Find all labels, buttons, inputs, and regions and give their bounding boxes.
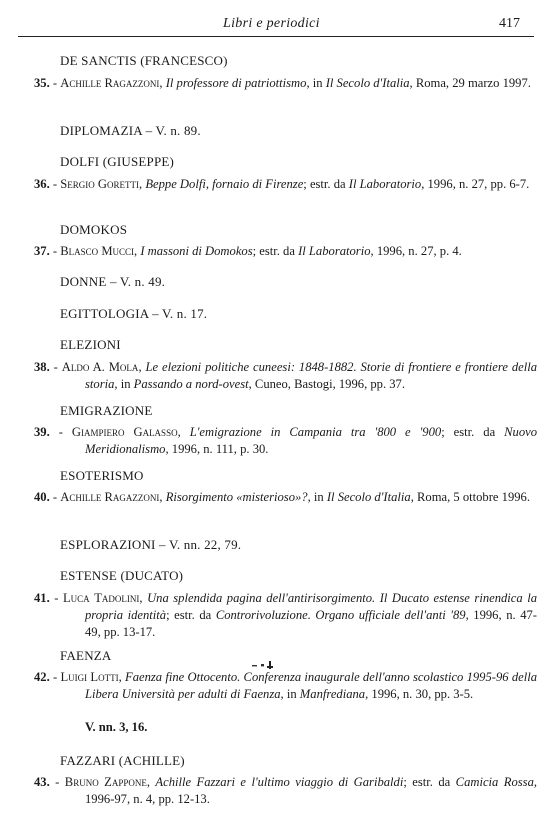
author-first: Luca xyxy=(62,591,90,605)
running-header xyxy=(18,14,534,37)
dash: – xyxy=(148,306,162,321)
in-label: ; estr. da xyxy=(166,608,216,622)
entry-title: Risorgimento «misterioso»? xyxy=(165,490,308,504)
entry-rest: , 1996, n. 30, pp. 3-5. xyxy=(365,687,474,701)
entry-title: Faenza fine Ottocento. Conferenza inaugurale dell'anno scolastico 1995-96 della Libera Università per adulti di Faenza xyxy=(85,670,537,701)
separator: - xyxy=(49,76,61,90)
separator: - xyxy=(49,591,63,605)
section-heading: EGITTOLOGIA xyxy=(60,306,149,321)
entry-rest: , 1996, n. 111, p. 30. xyxy=(165,442,269,456)
section-heading: ESOTERISMO xyxy=(60,468,144,483)
in-label: ; estr. da xyxy=(252,244,299,258)
author-last: Mucci xyxy=(101,244,135,258)
in-label: , in xyxy=(280,687,300,701)
entry-number: 40. xyxy=(34,490,50,504)
separator: - xyxy=(49,177,61,191)
section-heading: DE SANCTIS (FRANCESCO) xyxy=(60,53,228,68)
author-last: Goretti xyxy=(97,177,140,191)
entry-title: Beppe Dolfi, fornaio di Firenze xyxy=(145,177,304,191)
entry-title: Una splendida pagina dell'antirisorgimento. Il Ducato estense rinendica la propria identità xyxy=(85,591,537,622)
entry-rest: , 1996-97, n. 4, pp. 12-13. xyxy=(85,775,538,806)
see-reference: V. n. 17. xyxy=(162,306,208,321)
separator: - xyxy=(49,244,61,258)
bibliography-entry: 38. - Aldo A. Mola, Le elezioni politiche cuneesi: 1848-1882. Storie di frontiere e frontiere della storia, in Passando a nord-ovest, Cuneo, Bastogi, 1996, pp. 37. xyxy=(34,360,537,391)
entry-rest: , 1996, n. 27, pp. 6-7. xyxy=(421,177,530,191)
entry-title: Achille Fazzari e l'ultimo viaggio di Garibaldi xyxy=(155,775,404,789)
author-first: Giampiero xyxy=(71,425,125,439)
section-heading: DOMOKOS xyxy=(60,222,128,237)
entry-source: Il Laboratorio xyxy=(348,177,422,191)
section-heading: DIPLOMAZIA xyxy=(60,123,143,138)
page-number: 417 xyxy=(499,16,520,31)
separator: - xyxy=(49,360,62,374)
bibliography-entry: 36. - Sergio Goretti, Beppe Dolfi, fornaio di Firenze; estr. da Il Laboratorio, 1996, n. 27, pp. 6-7. xyxy=(34,177,530,191)
entry-title: I massoni di Domokos xyxy=(140,244,253,258)
dash: – xyxy=(142,123,156,138)
entry-source: Camicia Rossa xyxy=(455,775,534,789)
in-label: ; estr. da xyxy=(441,425,505,439)
entry-number: 42. xyxy=(34,670,50,684)
author-first: Achille xyxy=(60,76,102,90)
entry-number: 37. xyxy=(34,244,50,258)
entry-source: Passando a nord-ovest xyxy=(133,377,249,391)
in-label: , in xyxy=(307,490,327,504)
entry-rest: , Roma, 5 ottobre 1996. xyxy=(410,490,530,504)
section-see-also xyxy=(60,123,201,139)
author-first: Aldo A. xyxy=(61,360,105,374)
bibliography-entry: 42. - Luigi Lotti, Faenza fine Ottocento. Conferenza inaugurale dell'anno scolastico 1995-96 della Libera Università per adulti di Faenza, in Manfrediana, 1996, n. 30, pp. 3-5. xyxy=(34,670,537,701)
bibliography-entry: 40. - Achille Ragazzoni, Risorgimento «misterioso»?, in Il Secolo d'Italia, Roma, 5 ottobre 1996. xyxy=(34,490,530,504)
see-reference: V. nn. 22, 79. xyxy=(168,537,242,552)
author-first: Bruno xyxy=(64,775,99,789)
entry-number: 38. xyxy=(34,360,50,374)
dash: – xyxy=(106,274,120,289)
entry-source: Manfrediana xyxy=(299,687,366,701)
bibliography-entry: 43. - Bruno Zappone, Achille Fazzari e l'ultimo viaggio di Garibaldi; estr. da Camicia Rossa, 1996-97, n. 4, pp. 12-13. xyxy=(34,775,538,806)
author-first: Achille xyxy=(60,490,102,504)
section-heading: FAENZA xyxy=(60,648,112,663)
in-label: , in xyxy=(114,377,134,391)
dash: – xyxy=(155,537,169,552)
author-last: Zappone xyxy=(104,775,147,789)
section-heading: EMIGRAZIONE xyxy=(60,403,153,418)
entry-number: 35. xyxy=(34,76,50,90)
author-first: Sergio xyxy=(60,177,95,191)
entry-rest: , 1996, n. 47-49, pp. 13-17. xyxy=(85,608,538,639)
in-label: ; estr. da xyxy=(403,775,456,789)
author-first: Blasco xyxy=(60,244,99,258)
see-reference-bold: V. nn. 3, 16. xyxy=(85,720,148,734)
entry-source: Il Laboratorio xyxy=(298,244,371,258)
entry-rest: , 1996, n. 27, p. 4. xyxy=(370,244,462,258)
entry-number: 41. xyxy=(34,591,50,605)
header-title: Libri e periodici xyxy=(223,16,320,31)
entry-rest: , Cuneo, Bastogi, 1996, pp. 37. xyxy=(248,377,405,391)
section-see-also xyxy=(60,306,207,322)
section-heading: FAZZARI (ACHILLE) xyxy=(60,753,185,768)
section-heading: DOLFI (GIUSEPPE) xyxy=(60,154,175,169)
author-first: Luigi xyxy=(60,670,88,684)
bibliography-entry: 35. - Achille Ragazzoni, Il professore di patriottismo, in Il Secolo d'Italia, Roma, 29 marzo 1997. xyxy=(34,76,531,90)
section-see-also xyxy=(60,537,241,553)
bibliography-entry: 41. - Luca Tadolini, Una splendida pagina dell'antirisorgimento. Il Ducato estense rinendica la propria identità; estr. da Controrivoluzione. Organo ufficiale dell'anti '89, 1996, n. 47-49, pp. 13-17. xyxy=(34,591,538,639)
separator: - xyxy=(49,425,72,439)
author-last: Tadolini xyxy=(94,591,140,605)
section-see-also xyxy=(60,274,165,290)
separator: - xyxy=(49,490,61,504)
author-last: Mola xyxy=(108,360,139,374)
author-last: Lotti xyxy=(90,670,119,684)
bibliography-entry: 39. - Giampiero Galasso, L'emigrazione in Campania tra '800 e '900; estr. da Nuovo Meridionalismo, 1996, n. 111, p. 30. xyxy=(34,425,538,456)
entry-title: Il professore di patriottismo xyxy=(165,76,307,90)
section-heading: ESPLORAZIONI xyxy=(60,537,156,552)
entry-title: L'emigrazione in Campania tra '800 e '900 xyxy=(189,425,442,439)
entry-source: Controrivoluzione. Organo ufficiale dell'anti '89 xyxy=(215,608,466,622)
author-last: Ragazzoni xyxy=(104,76,160,90)
separator: - xyxy=(49,775,65,789)
entry-number: 36. xyxy=(34,177,50,191)
separator: - xyxy=(49,670,61,684)
in-label: , in xyxy=(306,76,326,90)
section-heading: DONNE xyxy=(60,274,107,289)
entry-number: 39. xyxy=(34,425,50,439)
entry-source: Il Secolo d'Italia xyxy=(325,76,410,90)
entry-number: 43. xyxy=(34,775,50,789)
in-label: ; estr. da xyxy=(303,177,349,191)
entry-rest: , Roma, 29 marzo 1997. xyxy=(409,76,531,90)
see-reference: V. n. 89. xyxy=(155,123,201,138)
section-heading: ESTENSE (DUCATO) xyxy=(60,568,184,583)
entry-title: Le elezioni politiche cuneesi: 1848-1882. Storie di frontiere e frontiere della storia xyxy=(85,360,537,391)
author-last: Galasso xyxy=(133,425,178,439)
entry-source: Nuovo Meridionalismo xyxy=(85,425,538,456)
see-reference: V. n. 49. xyxy=(119,274,166,289)
entry-source: Il Secolo d'Italia xyxy=(326,490,411,504)
section-heading: ELEZIONI xyxy=(60,337,121,352)
bibliography-entry: 37. - Blasco Mucci, I massoni di Domokos; estr. da Il Laboratorio, 1996, n. 27, p. 4. xyxy=(34,244,462,258)
author-last: Ragazzoni xyxy=(104,490,160,504)
